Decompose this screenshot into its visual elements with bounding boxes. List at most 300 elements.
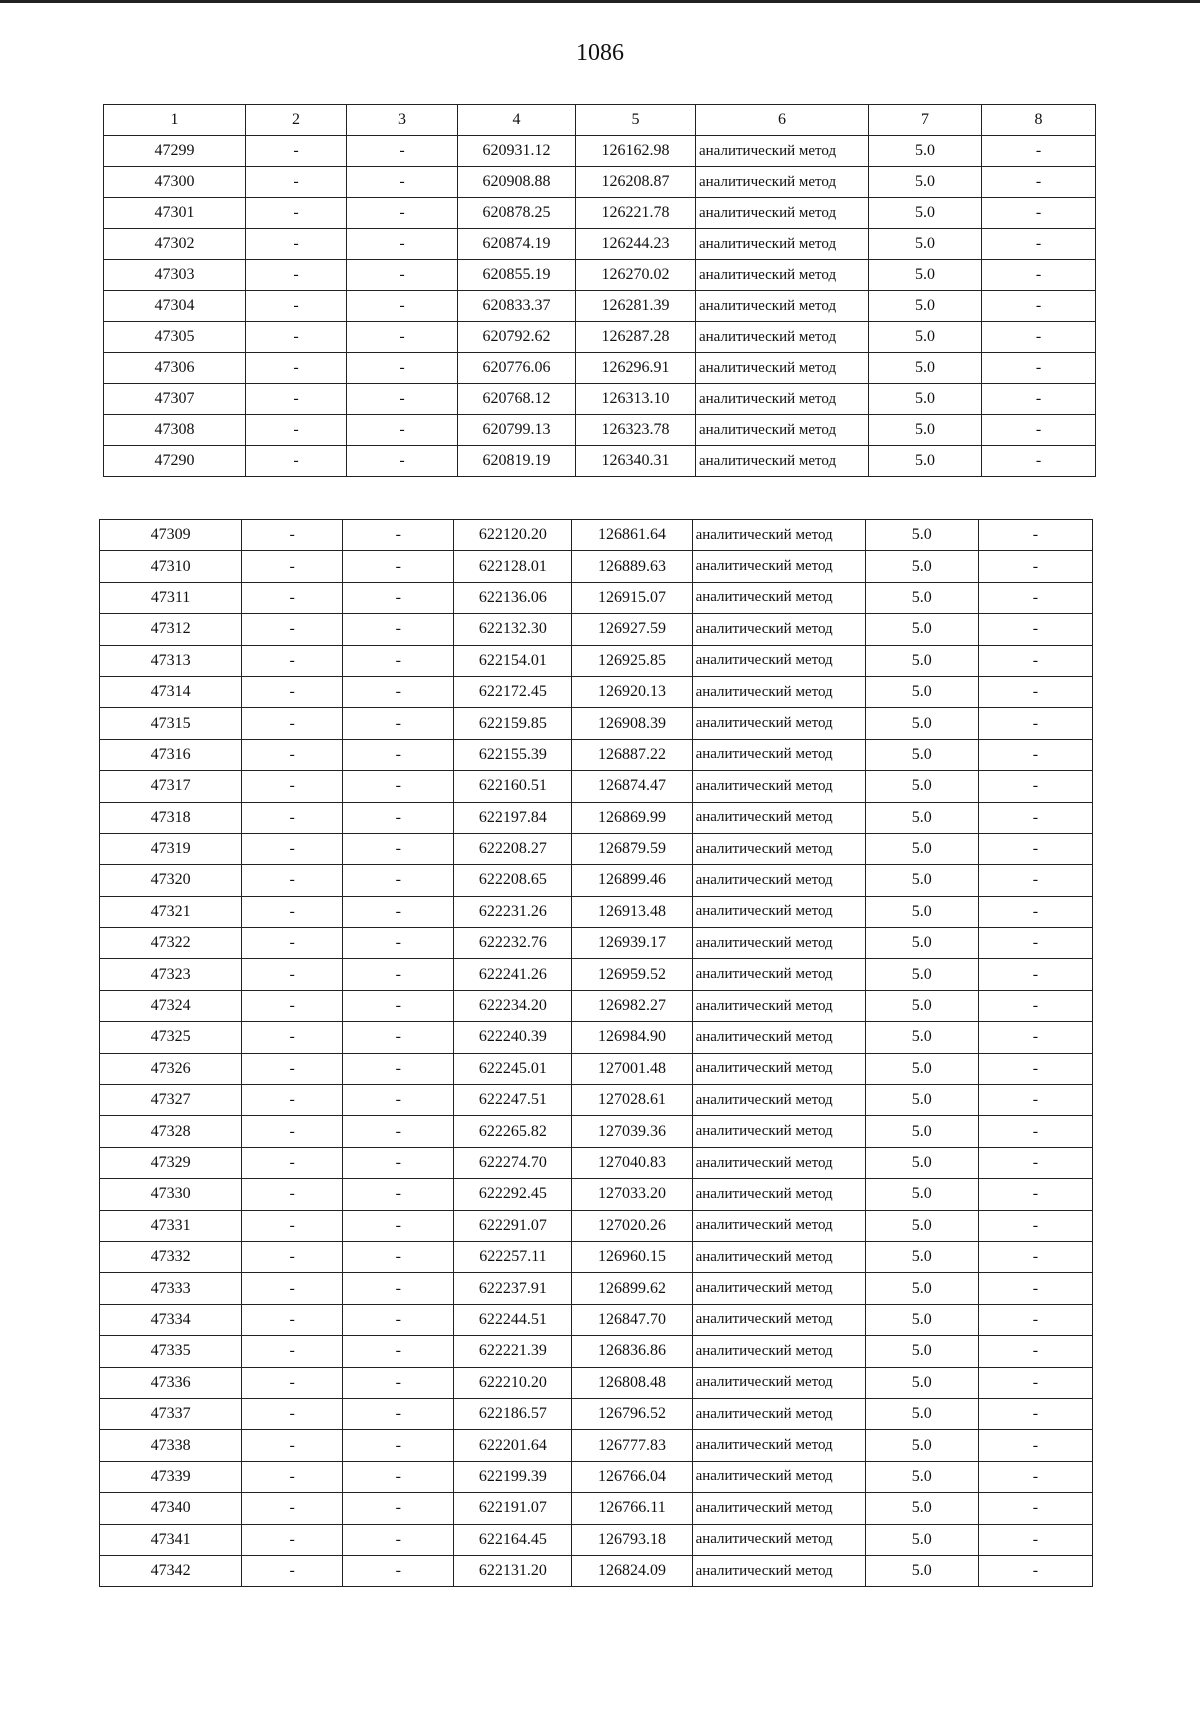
coord-x-cell: 622265.82 [454, 1116, 572, 1147]
accuracy-cell: 5.0 [865, 551, 978, 582]
col-2-value-cell: - [242, 676, 343, 707]
coord-y-cell: 126340.31 [576, 446, 696, 477]
method-cell: аналитический метод [692, 1241, 865, 1272]
col-3-value-cell: - [343, 582, 454, 613]
point-number-cell: 47317 [100, 771, 242, 802]
col-2-value-cell: - [242, 1461, 343, 1492]
accuracy-cell: 5.0 [869, 446, 982, 477]
table-row [100, 551, 1093, 582]
method-cell: аналитический метод [692, 1555, 865, 1586]
coord-y-cell: 126796.52 [572, 1398, 692, 1429]
coord-y-cell: 126899.46 [572, 865, 692, 896]
accuracy-cell: 5.0 [869, 260, 982, 291]
table-row [100, 771, 1093, 802]
coord-y-cell: 126915.07 [572, 582, 692, 613]
col-3-value-cell: - [347, 291, 458, 322]
method-cell: аналитический метод [692, 1398, 865, 1429]
col-3-value-cell: - [343, 1053, 454, 1084]
col-2-value-cell: - [242, 739, 343, 770]
coord-x-cell: 622132.30 [454, 614, 572, 645]
coordinates-table-1-body [104, 105, 1096, 477]
col-2-value-cell: - [242, 1273, 343, 1304]
col-2-value-cell: - [246, 167, 347, 198]
method-cell: аналитический метод [696, 384, 869, 415]
coord-y-cell: 126766.04 [572, 1461, 692, 1492]
table-row [104, 136, 1096, 167]
col-2-value-cell: - [242, 645, 343, 676]
table-header-row [104, 105, 1096, 136]
point-number-cell: 47341 [100, 1524, 242, 1555]
col-3-value-cell: - [343, 1555, 454, 1586]
col-2-value-cell: - [246, 353, 347, 384]
table-row [100, 1179, 1093, 1210]
col-8-value-cell: - [978, 551, 1092, 582]
method-cell: аналитический метод [692, 739, 865, 770]
col-2-value-cell: - [242, 1241, 343, 1272]
table-row [100, 1430, 1093, 1461]
col-2-value-cell: - [242, 1430, 343, 1461]
table-row [100, 990, 1093, 1021]
coord-x-cell: 622172.45 [454, 676, 572, 707]
accuracy-cell: 5.0 [865, 1493, 978, 1524]
col-2-value-cell: - [242, 1053, 343, 1084]
col-3-value-cell: - [343, 1273, 454, 1304]
col-2-value-cell: - [242, 990, 343, 1021]
coord-y-cell: 126887.22 [572, 739, 692, 770]
point-number-cell: 47330 [100, 1179, 242, 1210]
column-header: 7 [869, 105, 982, 136]
table-row [100, 614, 1093, 645]
coord-y-cell: 126793.18 [572, 1524, 692, 1555]
table-row [100, 645, 1093, 676]
col-2-value-cell: - [242, 1336, 343, 1367]
accuracy-cell: 5.0 [865, 1053, 978, 1084]
column-header: 4 [458, 105, 576, 136]
col-8-value-cell: - [978, 1116, 1092, 1147]
col-8-value-cell: - [978, 1336, 1092, 1367]
method-cell: аналитический метод [692, 1022, 865, 1053]
table-row [100, 1116, 1093, 1147]
col-2-value-cell: - [242, 1022, 343, 1053]
point-number-cell: 47313 [100, 645, 242, 676]
column-header: 8 [982, 105, 1096, 136]
accuracy-cell: 5.0 [865, 1179, 978, 1210]
table-row [100, 1053, 1093, 1084]
table-row [100, 1461, 1093, 1492]
coord-y-cell: 126982.27 [572, 990, 692, 1021]
point-number-cell: 47331 [100, 1210, 242, 1241]
coord-y-cell: 126913.48 [572, 896, 692, 927]
coord-x-cell: 620874.19 [458, 229, 576, 260]
col-2-value-cell: - [242, 551, 343, 582]
col-3-value-cell: - [347, 198, 458, 229]
coord-x-cell: 622136.06 [454, 582, 572, 613]
coord-y-cell: 126777.83 [572, 1430, 692, 1461]
coord-y-cell: 126879.59 [572, 833, 692, 864]
table-row [100, 1555, 1093, 1586]
point-number-cell: 47319 [100, 833, 242, 864]
col-8-value-cell: - [982, 198, 1096, 229]
col-3-value-cell: - [347, 415, 458, 446]
accuracy-cell: 5.0 [865, 1524, 978, 1555]
point-number-cell: 47326 [100, 1053, 242, 1084]
method-cell: аналитический метод [692, 1336, 865, 1367]
col-3-value-cell: - [347, 446, 458, 477]
coord-y-cell: 126208.87 [576, 167, 696, 198]
method-cell: аналитический метод [696, 260, 869, 291]
col-3-value-cell: - [343, 1398, 454, 1429]
coord-y-cell: 126920.13 [572, 676, 692, 707]
coord-y-cell: 126861.64 [572, 520, 692, 551]
accuracy-cell: 5.0 [865, 959, 978, 990]
coord-y-cell: 126899.62 [572, 1273, 692, 1304]
col-8-value-cell: - [978, 1022, 1092, 1053]
point-number-cell: 47308 [104, 415, 246, 446]
coord-x-cell: 622191.07 [454, 1493, 572, 1524]
table-row [104, 229, 1096, 260]
col-3-value-cell: - [343, 520, 454, 551]
method-cell: аналитический метод [692, 1273, 865, 1304]
table-row [104, 291, 1096, 322]
coord-y-cell: 126287.28 [576, 322, 696, 353]
table-row [100, 928, 1093, 959]
method-cell: аналитический метод [692, 959, 865, 990]
method-cell: аналитический метод [692, 1524, 865, 1555]
coord-x-cell: 620819.19 [458, 446, 576, 477]
point-number-cell: 47309 [100, 520, 242, 551]
table-row [100, 1524, 1093, 1555]
col-3-value-cell: - [347, 322, 458, 353]
col-8-value-cell: - [978, 676, 1092, 707]
point-number-cell: 47310 [100, 551, 242, 582]
col-2-value-cell: - [242, 708, 343, 739]
col-8-value-cell: - [978, 614, 1092, 645]
point-number-cell: 47337 [100, 1398, 242, 1429]
col-3-value-cell: - [343, 1461, 454, 1492]
coord-y-cell: 126908.39 [572, 708, 692, 739]
coord-x-cell: 622208.27 [454, 833, 572, 864]
point-number-cell: 47303 [104, 260, 246, 291]
coord-x-cell: 622199.39 [454, 1461, 572, 1492]
col-2-value-cell: - [242, 1367, 343, 1398]
method-cell: аналитический метод [696, 322, 869, 353]
accuracy-cell: 5.0 [865, 1147, 978, 1178]
col-2-value-cell: - [242, 1147, 343, 1178]
col-8-value-cell: - [978, 1524, 1092, 1555]
method-cell: аналитический метод [692, 1493, 865, 1524]
method-cell: аналитический метод [696, 167, 869, 198]
point-number-cell: 47307 [104, 384, 246, 415]
method-cell: аналитический метод [692, 1179, 865, 1210]
method-cell: аналитический метод [692, 833, 865, 864]
coord-y-cell: 127001.48 [572, 1053, 692, 1084]
accuracy-cell: 5.0 [865, 1336, 978, 1367]
table-row [104, 415, 1096, 446]
coord-y-cell: 126927.59 [572, 614, 692, 645]
table-row [100, 1210, 1093, 1241]
coord-x-cell: 622240.39 [454, 1022, 572, 1053]
coord-y-cell: 126984.90 [572, 1022, 692, 1053]
method-cell: аналитический метод [692, 582, 865, 613]
method-cell: аналитический метод [696, 198, 869, 229]
coord-y-cell: 126323.78 [576, 415, 696, 446]
col-2-value-cell: - [242, 896, 343, 927]
col-3-value-cell: - [347, 167, 458, 198]
col-8-value-cell: - [982, 322, 1096, 353]
method-cell: аналитический метод [692, 1085, 865, 1116]
method-cell: аналитический метод [692, 1053, 865, 1084]
coord-y-cell: 127020.26 [572, 1210, 692, 1241]
table-row [100, 1304, 1093, 1335]
coord-y-cell: 126766.11 [572, 1493, 692, 1524]
coord-y-cell: 126162.98 [576, 136, 696, 167]
method-cell: аналитический метод [692, 928, 865, 959]
accuracy-cell: 5.0 [865, 1085, 978, 1116]
col-8-value-cell: - [978, 1430, 1092, 1461]
table-row [100, 1367, 1093, 1398]
col-2-value-cell: - [242, 1179, 343, 1210]
point-number-cell: 47306 [104, 353, 246, 384]
col-8-value-cell: - [978, 928, 1092, 959]
point-number-cell: 47340 [100, 1493, 242, 1524]
col-3-value-cell: - [347, 260, 458, 291]
accuracy-cell: 5.0 [865, 1304, 978, 1335]
point-number-cell: 47314 [100, 676, 242, 707]
col-8-value-cell: - [978, 865, 1092, 896]
coord-x-cell: 620908.88 [458, 167, 576, 198]
col-2-value-cell: - [242, 865, 343, 896]
method-cell: аналитический метод [692, 676, 865, 707]
coord-y-cell: 126889.63 [572, 551, 692, 582]
col-3-value-cell: - [343, 1147, 454, 1178]
col-3-value-cell: - [343, 645, 454, 676]
table-row [100, 833, 1093, 864]
table-row [100, 802, 1093, 833]
point-number-cell: 47320 [100, 865, 242, 896]
page-number: 1086 [576, 40, 624, 66]
col-2-value-cell: - [242, 1555, 343, 1586]
method-cell: аналитический метод [692, 1461, 865, 1492]
col-2-value-cell: - [242, 1398, 343, 1429]
col-8-value-cell: - [978, 1053, 1092, 1084]
col-2-value-cell: - [242, 802, 343, 833]
col-8-value-cell: - [982, 353, 1096, 384]
coord-x-cell: 622131.20 [454, 1555, 572, 1586]
col-3-value-cell: - [343, 1116, 454, 1147]
coordinates-table-2 [99, 519, 1093, 1587]
coord-x-cell: 620799.13 [458, 415, 576, 446]
col-8-value-cell: - [978, 1555, 1092, 1586]
coord-x-cell: 620878.25 [458, 198, 576, 229]
accuracy-cell: 5.0 [865, 1116, 978, 1147]
col-2-value-cell: - [242, 1524, 343, 1555]
col-3-value-cell: - [343, 1430, 454, 1461]
table-row [100, 959, 1093, 990]
coord-x-cell: 622159.85 [454, 708, 572, 739]
col-2-value-cell: - [242, 582, 343, 613]
col-3-value-cell: - [343, 802, 454, 833]
coord-x-cell: 622128.01 [454, 551, 572, 582]
coord-y-cell: 126270.02 [576, 260, 696, 291]
coord-x-cell: 622234.20 [454, 990, 572, 1021]
table-row [104, 322, 1096, 353]
point-number-cell: 47329 [100, 1147, 242, 1178]
coord-x-cell: 620776.06 [458, 353, 576, 384]
method-cell: аналитический метод [692, 1367, 865, 1398]
coord-y-cell: 127033.20 [572, 1179, 692, 1210]
point-number-cell: 47328 [100, 1116, 242, 1147]
col-3-value-cell: - [343, 1304, 454, 1335]
accuracy-cell: 5.0 [869, 322, 982, 353]
col-2-value-cell: - [246, 415, 347, 446]
coord-y-cell: 126281.39 [576, 291, 696, 322]
accuracy-cell: 5.0 [865, 1398, 978, 1429]
coord-y-cell: 126959.52 [572, 959, 692, 990]
method-cell: аналитический метод [692, 551, 865, 582]
coord-x-cell: 622186.57 [454, 1398, 572, 1429]
col-8-value-cell: - [978, 1493, 1092, 1524]
accuracy-cell: 5.0 [869, 229, 982, 260]
coord-x-cell: 622237.91 [454, 1273, 572, 1304]
accuracy-cell: 5.0 [865, 614, 978, 645]
coord-x-cell: 622155.39 [454, 739, 572, 770]
coord-x-cell: 622210.20 [454, 1367, 572, 1398]
accuracy-cell: 5.0 [865, 1367, 978, 1398]
method-cell: аналитический метод [692, 1430, 865, 1461]
coord-y-cell: 126244.23 [576, 229, 696, 260]
table-row [100, 520, 1093, 551]
method-cell: аналитический метод [692, 520, 865, 551]
accuracy-cell: 5.0 [869, 136, 982, 167]
col-8-value-cell: - [982, 446, 1096, 477]
method-cell: аналитический метод [692, 1210, 865, 1241]
method-cell: аналитический метод [692, 645, 865, 676]
coord-x-cell: 622120.20 [454, 520, 572, 551]
method-cell: аналитический метод [692, 802, 865, 833]
col-2-value-cell: - [246, 322, 347, 353]
point-number-cell: 47338 [100, 1430, 242, 1461]
col-3-value-cell: - [343, 1179, 454, 1210]
col-3-value-cell: - [343, 990, 454, 1021]
col-2-value-cell: - [246, 384, 347, 415]
accuracy-cell: 5.0 [865, 1241, 978, 1272]
table-row [104, 446, 1096, 477]
col-3-value-cell: - [343, 1336, 454, 1367]
coord-x-cell: 622231.26 [454, 896, 572, 927]
col-3-value-cell: - [343, 1241, 454, 1272]
col-8-value-cell: - [978, 708, 1092, 739]
point-number-cell: 47301 [104, 198, 246, 229]
col-2-value-cell: - [242, 520, 343, 551]
col-3-value-cell: - [343, 833, 454, 864]
column-header: 2 [246, 105, 347, 136]
col-3-value-cell: - [343, 928, 454, 959]
coord-x-cell: 620855.19 [458, 260, 576, 291]
coord-x-cell: 622197.84 [454, 802, 572, 833]
coord-y-cell: 126847.70 [572, 1304, 692, 1335]
col-2-value-cell: - [242, 771, 343, 802]
point-number-cell: 47342 [100, 1555, 242, 1586]
point-number-cell: 47336 [100, 1367, 242, 1398]
accuracy-cell: 5.0 [865, 1022, 978, 1053]
point-number-cell: 47333 [100, 1273, 242, 1304]
method-cell: аналитический метод [696, 229, 869, 260]
col-3-value-cell: - [343, 1367, 454, 1398]
accuracy-cell: 5.0 [865, 1273, 978, 1304]
point-number-cell: 47327 [100, 1085, 242, 1116]
table-row [100, 1147, 1093, 1178]
table-row [100, 676, 1093, 707]
col-2-value-cell: - [242, 1493, 343, 1524]
point-number-cell: 47323 [100, 959, 242, 990]
point-number-cell: 47334 [100, 1304, 242, 1335]
accuracy-cell: 5.0 [865, 896, 978, 927]
coord-x-cell: 622244.51 [454, 1304, 572, 1335]
accuracy-cell: 5.0 [865, 645, 978, 676]
accuracy-cell: 5.0 [865, 1555, 978, 1586]
col-8-value-cell: - [982, 291, 1096, 322]
col-8-value-cell: - [978, 1367, 1092, 1398]
col-8-value-cell: - [978, 802, 1092, 833]
col-2-value-cell: - [242, 833, 343, 864]
coord-y-cell: 126296.91 [576, 353, 696, 384]
col-3-value-cell: - [343, 1210, 454, 1241]
point-number-cell: 47325 [100, 1022, 242, 1053]
table-row [100, 708, 1093, 739]
method-cell: аналитический метод [696, 291, 869, 322]
table-row [100, 1493, 1093, 1524]
coord-y-cell: 126221.78 [576, 198, 696, 229]
point-number-cell: 47324 [100, 990, 242, 1021]
table-row [100, 739, 1093, 770]
col-8-value-cell: - [982, 415, 1096, 446]
col-8-value-cell: - [978, 990, 1092, 1021]
coord-x-cell: 622247.51 [454, 1085, 572, 1116]
col-8-value-cell: - [978, 1147, 1092, 1178]
coord-x-cell: 622241.26 [454, 959, 572, 990]
coord-y-cell: 126824.09 [572, 1555, 692, 1586]
accuracy-cell: 5.0 [869, 415, 982, 446]
col-8-value-cell: - [978, 1461, 1092, 1492]
col-8-value-cell: - [978, 1210, 1092, 1241]
accuracy-cell: 5.0 [865, 739, 978, 770]
col-2-value-cell: - [242, 614, 343, 645]
point-number-cell: 47315 [100, 708, 242, 739]
accuracy-cell: 5.0 [865, 833, 978, 864]
col-2-value-cell: - [246, 229, 347, 260]
accuracy-cell: 5.0 [865, 990, 978, 1021]
coord-x-cell: 622292.45 [454, 1179, 572, 1210]
point-number-cell: 47312 [100, 614, 242, 645]
col-8-value-cell: - [978, 959, 1092, 990]
coord-x-cell: 622274.70 [454, 1147, 572, 1178]
accuracy-cell: 5.0 [865, 771, 978, 802]
col-3-value-cell: - [343, 708, 454, 739]
col-8-value-cell: - [978, 1273, 1092, 1304]
col-3-value-cell: - [347, 353, 458, 384]
table-row [100, 1022, 1093, 1053]
table-row [104, 260, 1096, 291]
accuracy-cell: 5.0 [865, 802, 978, 833]
col-2-value-cell: - [242, 959, 343, 990]
point-number-cell: 47300 [104, 167, 246, 198]
col-3-value-cell: - [343, 676, 454, 707]
col-8-value-cell: - [982, 167, 1096, 198]
coord-y-cell: 127039.36 [572, 1116, 692, 1147]
coord-y-cell: 126874.47 [572, 771, 692, 802]
col-3-value-cell: - [343, 551, 454, 582]
coord-x-cell: 622164.45 [454, 1524, 572, 1555]
